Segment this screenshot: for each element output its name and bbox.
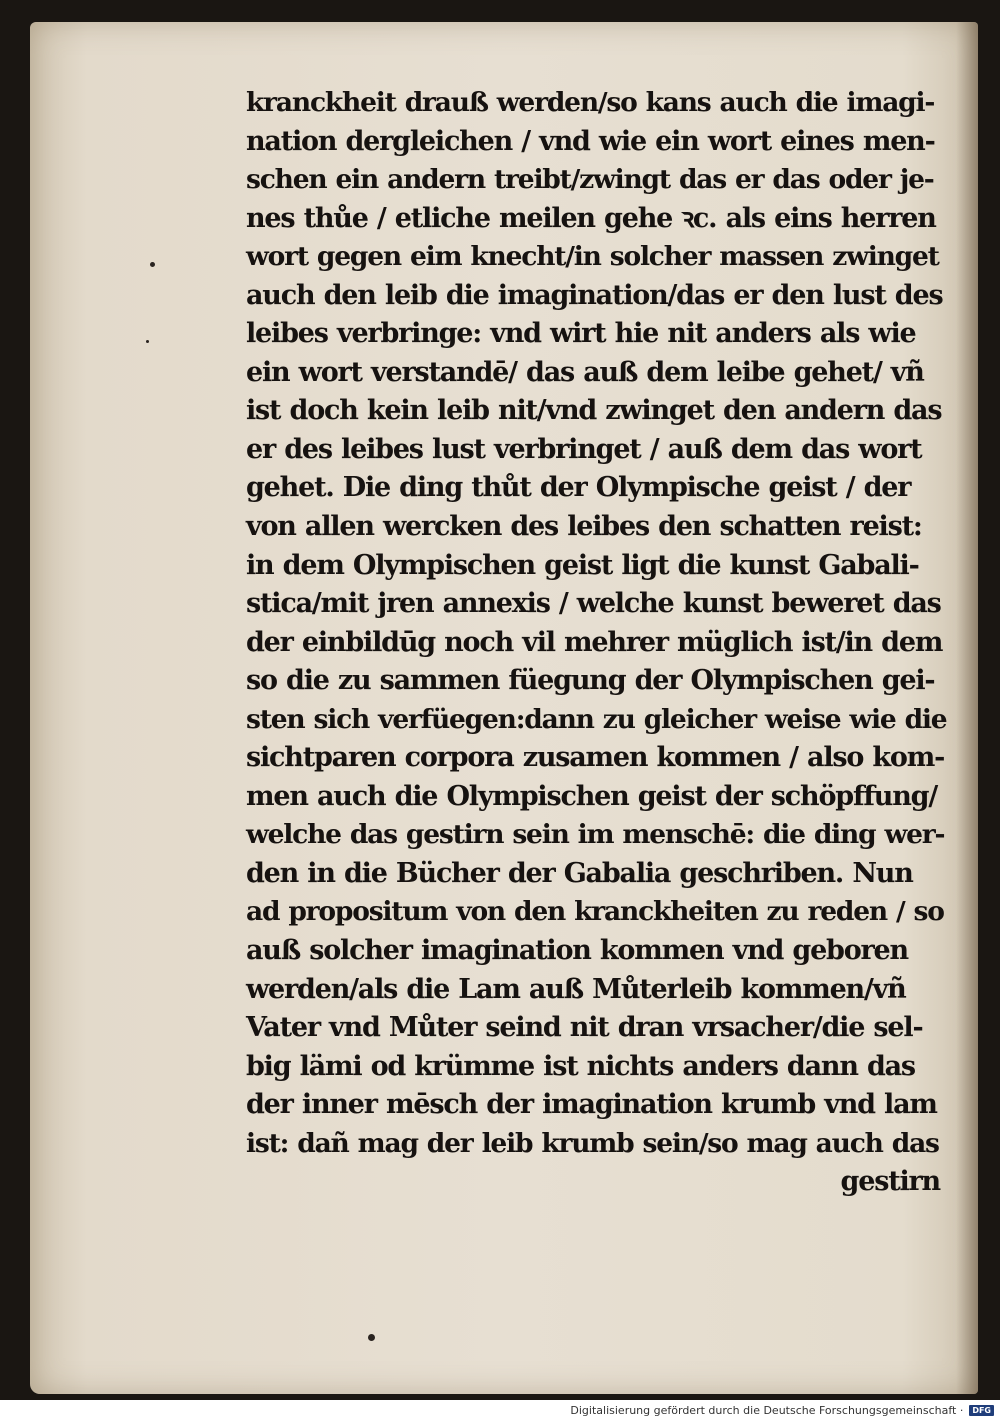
text-line: nation dergleichen / vnd wie ein wort eines men- bbox=[246, 125, 935, 157]
text-line: schen ein andern treibt/zwingt das er das oder je- bbox=[246, 164, 934, 196]
text-line: sten sich verfüegen:dann zu gleicher weise wie die bbox=[246, 703, 947, 735]
text-line: ein wort verstandē/ das auß dem leibe gehet/ vñ bbox=[246, 356, 924, 388]
text-line: auß solcher imagination kommen vnd geboren bbox=[246, 935, 908, 967]
text-line: den in die Bücher der Gabalia geschriben. Nun bbox=[246, 857, 913, 889]
text-line: gehet. Die ding thůt der Olympische geist / der bbox=[246, 472, 911, 504]
text-line: big lämi od krümme ist nichts anders dann das bbox=[246, 1050, 915, 1082]
catchword: gestirn bbox=[840, 1166, 940, 1198]
text-line: leibes verbringe: vnd wirt hie nit anders als wie bbox=[246, 318, 916, 350]
text-line: men auch die Olympischen geist der schöpffung/ bbox=[246, 780, 937, 812]
page-gutter-shadow bbox=[956, 22, 978, 1394]
text-line: von allen wercken des leibes den schatten reist: bbox=[246, 511, 922, 543]
text-line: sichtparen corpora zusamen kommen / also kom- bbox=[246, 742, 945, 774]
digitization-footer bbox=[0, 1400, 1000, 1419]
text-line: nes thůe / etliche meilen gehe ꝛc. als eins herren bbox=[246, 202, 936, 234]
text-line: kranckheit drauß werden/so kans auch die imagi- bbox=[246, 87, 935, 118]
ink-spot bbox=[150, 262, 155, 267]
text-line: wort gegen eim knecht/in solcher massen zwinget bbox=[246, 241, 939, 273]
text-line: Vater vnd Můter seind nit dran vrsacher/die sel- bbox=[246, 1012, 923, 1044]
ink-spot bbox=[146, 340, 149, 343]
text-line: in dem Olympischen geist ligt die kunst Gabali- bbox=[246, 549, 919, 581]
text-line: er des leibes lust verbringet / auß dem das wort bbox=[246, 433, 922, 465]
text-line: ad propositum von den kranckheiten zu reden / so bbox=[246, 896, 944, 928]
text-line: so die zu sammen füegung der Olympischen gei- bbox=[246, 665, 935, 697]
text-line: welche das gestirn sein im menschē: die ding wer- bbox=[246, 819, 945, 851]
funding-credit: Digitalisierung gefördert durch die Deutsche Forschungsgemeinschaft · bbox=[570, 1403, 964, 1417]
text-line: ist: dañ mag der leib krumb sein/so mag auch das bbox=[246, 1127, 939, 1159]
text-line: werden/als die Lam auß Můterleib kommen/vñ bbox=[246, 973, 906, 1005]
text-line: ist doch kein leib nit/vnd zwinget den andern das bbox=[246, 395, 942, 427]
page-text bbox=[246, 84, 946, 1202]
text-line: stica/mit jren annexis / welche kunst beweret das bbox=[246, 588, 941, 620]
text-line: der einbildūg noch vil mehrer müglich ist/in dem bbox=[246, 626, 943, 658]
text-line: auch den leib die imagination/das er den lust des bbox=[246, 279, 943, 311]
text-line: der inner mēsch der imagination krumb vnd lam bbox=[246, 1089, 937, 1121]
dfg-logo-icon: DFG bbox=[969, 1405, 994, 1416]
ink-spot bbox=[368, 1334, 375, 1341]
